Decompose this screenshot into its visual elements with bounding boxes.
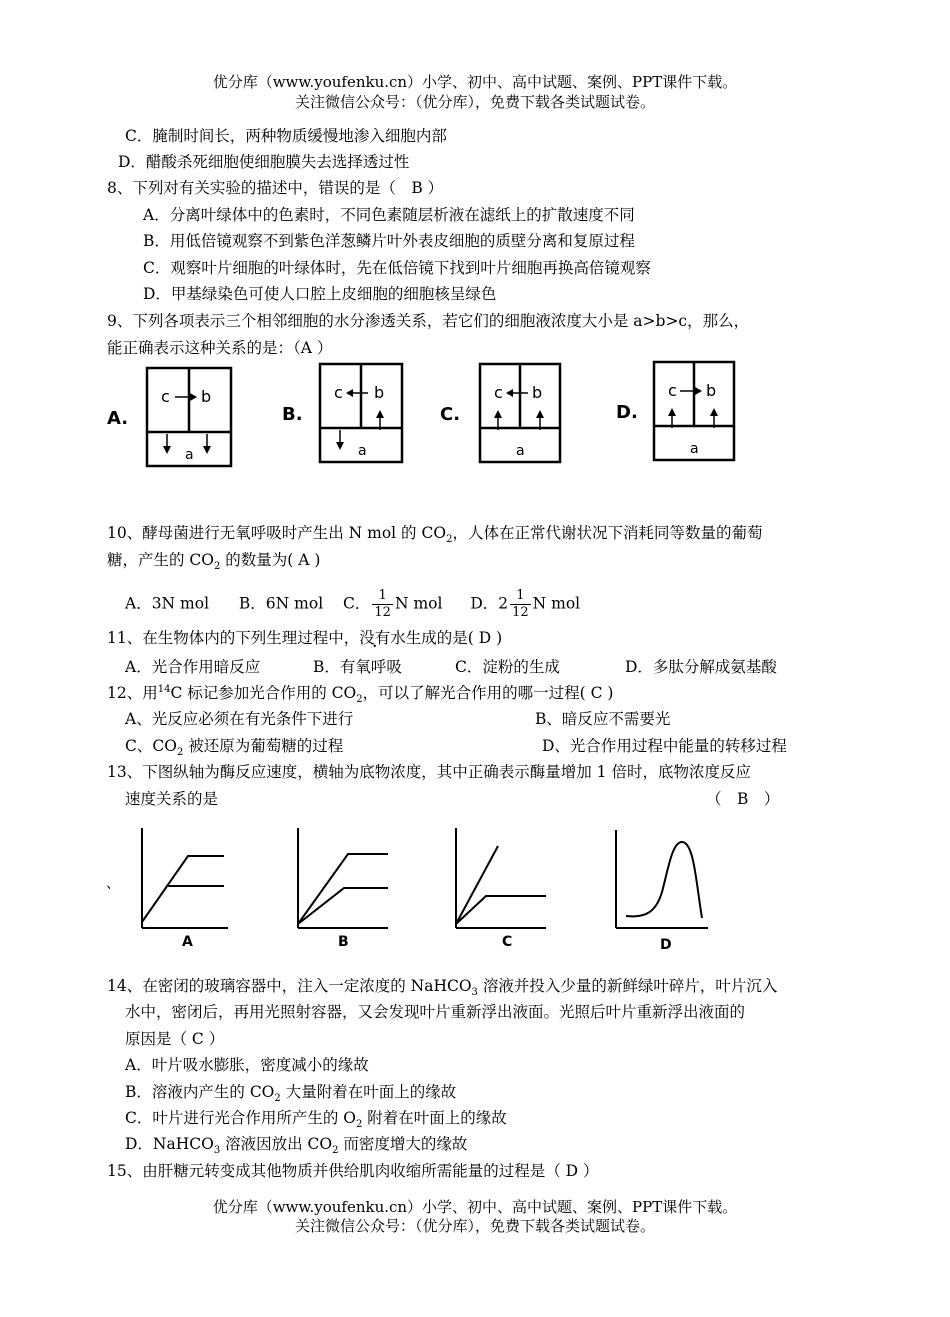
q14-stem-2: 水中，密闭后，再用光照射容器，又会发现叶片重新浮出液面。光照后叶片重新浮出液面的	[125, 1003, 746, 1021]
q10-option-d-denominator: 12	[512, 605, 529, 620]
q13-graph-b-label: B	[338, 934, 349, 950]
q12-stem-mid: C 标记参加光合作用的 CO	[170, 684, 357, 702]
q11-stem-emphasis: 没有	[359, 629, 391, 647]
q14-option-b	[125, 1082, 457, 1105]
q11-stem-post: 水生成的是( D )	[390, 629, 503, 647]
q12-option-c-pre: C、CO	[125, 737, 177, 755]
q9-figure-a-label: A.	[107, 408, 129, 429]
q9-figure-b	[280, 358, 410, 468]
q11-stem	[107, 628, 502, 648]
q8-option-d: D．甲基绿染色可使人口腔上皮细胞的细胞核呈绿色	[143, 285, 497, 303]
q13-answer: （ B ）	[706, 790, 780, 808]
q7-option-c: C．腌制时间长，两种物质缓慢地渗入细胞内部	[125, 127, 447, 145]
q14-option-d-sub-2: 2	[332, 1145, 339, 1157]
footer-line-1: 优分库（www.youfenku.cn）小学、初中、高中试题、案例、PPT课件下载。	[212, 1198, 738, 1216]
q14-option-a: A．叶片吸水膨胀，密度减小的缘故	[125, 1056, 369, 1074]
q9-figure-c-label: C.	[440, 404, 461, 425]
q10-option-c-prefix: C．	[343, 594, 371, 613]
q10-option-d-suffix: N mol	[532, 594, 581, 613]
q15-stem: 15、由肝糖元转变成其他物质并供给肌肉收缩所需能量的过程是（ D ）	[107, 1162, 599, 1180]
q14-option-c-post: 附着在叶面上的缘故	[362, 1109, 507, 1127]
header-line-2: 关注微信公众号：（优分库），免费下载各类试题试卷。	[294, 93, 655, 111]
q12-option-b: B、暗反应不需要光	[535, 710, 671, 728]
q12-option-c-post: 被还原为葡萄糖的过程	[183, 737, 344, 755]
q14-option-d	[125, 1134, 468, 1157]
q9-figure-a-cell-c: c	[161, 387, 170, 406]
q10-stem-1	[107, 523, 763, 546]
q9-figure-c-cell-c: c	[494, 383, 503, 402]
q10-stem-1-text-b: ，人体在正常代谢状况下消耗同等数量的葡萄	[452, 524, 763, 542]
q10-option-b: B．6N mol	[238, 594, 324, 613]
q13-graph-a	[142, 828, 228, 950]
q10-option-d-prefix: D．2	[470, 594, 509, 613]
q8-option-c: C．观察叶片细胞的叶绿体时，先在低倍镜下找到叶片细胞再换高倍镜观察	[143, 259, 651, 277]
q12-option-d: D、光合作用过程中能量的转移过程	[542, 737, 787, 755]
q14-option-c-sub: 2	[356, 1119, 363, 1131]
q13-stem-1: 13、下图纵轴为酶反应速度，横轴为底物浓度，其中正确表示酶量增加 1 倍时，底物浓度反应	[107, 763, 751, 781]
q10-option-c-suffix: N mol	[394, 594, 443, 613]
q9-figure-b-cell-b: b	[374, 383, 385, 402]
q10-option-d-numerator: 1	[510, 588, 531, 605]
q14-option-c-pre: C．叶片进行光合作用所产生的 O	[125, 1109, 356, 1127]
q9-figure-b-cell-a: a	[358, 443, 367, 459]
q14-option-b-pre: B．溶液内产生的 CO	[125, 1083, 275, 1101]
q14-option-b-post: 大量附着在叶面上的缘故	[280, 1083, 457, 1101]
q11-option-b: B．有氧呼吸	[313, 658, 402, 676]
q10-stem-2-sub: 2	[214, 561, 221, 573]
q10-stem-1-sub: 2	[446, 534, 453, 546]
q14-stem-1-post: 溶液并投入少量的新鲜绿叶碎片，叶片沉入	[477, 977, 778, 995]
q9-figure-c-cell-b: b	[532, 383, 543, 402]
q9-figure-c	[438, 358, 568, 468]
header-line-1: 优分库（www.youfenku.cn）小学、初中、高中试题、案例、PPT课件下载。	[212, 73, 738, 91]
q14-option-b-sub: 2	[274, 1093, 281, 1105]
q14-option-d-mid: 溶液因放出 CO	[220, 1135, 333, 1153]
q13-graph-d	[616, 830, 708, 953]
q10-option-a: A．3N mol	[125, 594, 210, 613]
q11-stem-pre: 11、在生物体内的下列生理过程中，	[107, 629, 360, 647]
q12-option-c-sub: 2	[176, 747, 184, 759]
q9-figure-a	[105, 362, 235, 472]
q11-option-c: C．淀粉的生成	[455, 658, 560, 676]
q13-graph-c	[456, 828, 546, 950]
q8-option-b: B．用低倍镜观察不到紫色洋葱鳞片叶外表皮细胞的质壁分离和复原过程	[143, 232, 635, 250]
q13-stem-2: 速度关系的是	[125, 790, 219, 808]
q12-stem-pre: 12、用	[107, 684, 158, 702]
q11-option-a: A．光合作用暗反应	[125, 658, 261, 676]
q9-figure-d-label: D.	[616, 402, 638, 423]
q10-option-c-fraction	[372, 588, 393, 621]
q10-option-c-denominator: 12	[374, 605, 391, 620]
q14-stem-1-pre: 14、在密闭的玻璃容器中，注入一定浓度的 NaHCO	[107, 977, 472, 995]
q10-stem-2	[107, 550, 321, 573]
q9-stem-2: 能正确表示这种关系的是：（A ）	[107, 339, 333, 357]
q12-stem	[107, 683, 614, 706]
q14-option-d-post: 而密度增大的缘故	[338, 1135, 468, 1153]
footer-line-2: 关注微信公众号：（优分库），免费下载各类试题试卷。	[294, 1217, 655, 1235]
q9-figure-d-cell-a: a	[690, 441, 699, 457]
q10-stem-2-text-a: 糖，产生的 CO	[107, 551, 214, 569]
q10-option-d-fraction	[510, 588, 531, 621]
q11-option-d: D．多肽分解成氨基酸	[625, 658, 777, 676]
q10-option-c-numerator: 1	[372, 588, 393, 605]
q14-stem-3: 原因是（ C ）	[125, 1030, 225, 1048]
q14-option-c	[125, 1108, 507, 1131]
q8-stem: 8、下列对有关实验的描述中，错误的是（ B ）	[107, 179, 444, 197]
q9-figure-b-label: B.	[282, 404, 303, 425]
q14-option-d-pre: D．NaHCO	[125, 1135, 214, 1153]
q7-option-d: D．醋酸杀死细胞使细胞膜失去选择透过性	[118, 153, 410, 171]
q12-option-c	[125, 736, 344, 759]
q13-graph-a-label: A	[182, 934, 193, 950]
q10-stem-1-text-a: 10、酵母菌进行无氧呼吸时产生出 N mol 的 CO	[107, 524, 447, 542]
q9-figure-d-cell-c: c	[668, 381, 677, 400]
q14-option-d-sub: 3	[213, 1145, 221, 1157]
q12-option-a: A、光反应必须在有光条件下进行	[125, 710, 354, 728]
q9-stem-1: 9、下列各项表示三个相邻细胞的水分渗透关系，若它们的细胞液浓度大小是 a>b>c，那么，	[107, 312, 750, 330]
q9-figure-c-cell-a: a	[516, 443, 525, 459]
q9-figure-a-cell-a: a	[185, 447, 194, 463]
q9-figure-d	[614, 356, 744, 466]
q14-stem-1-sub: 3	[471, 987, 478, 999]
q13-stray-mark: 、	[106, 876, 120, 892]
q13-graphs	[100, 822, 740, 957]
q14-stem-1	[107, 976, 778, 999]
q13-graph-c-label: C	[502, 934, 513, 950]
q12-stem-sub: 2	[356, 694, 363, 706]
q8-option-a: A．分离叶绿体中的色素时，不同色素随层析液在滤纸上的扩散速度不同	[143, 206, 635, 224]
q10-options	[125, 588, 580, 621]
q10-stem-2-text-b: 的数量为( A )	[220, 551, 321, 569]
q9-figure-a-cell-b: b	[201, 387, 212, 406]
q13-graph-b	[298, 828, 388, 950]
q12-stem-sup: 14	[157, 683, 171, 695]
q9-figure-b-cell-c: c	[334, 383, 343, 402]
q12-stem-post: ，可以了解光合作用的哪一过程( C )	[362, 684, 614, 702]
q9-figure-d-cell-b: b	[706, 381, 717, 400]
q13-graph-d-label: D	[660, 937, 672, 953]
